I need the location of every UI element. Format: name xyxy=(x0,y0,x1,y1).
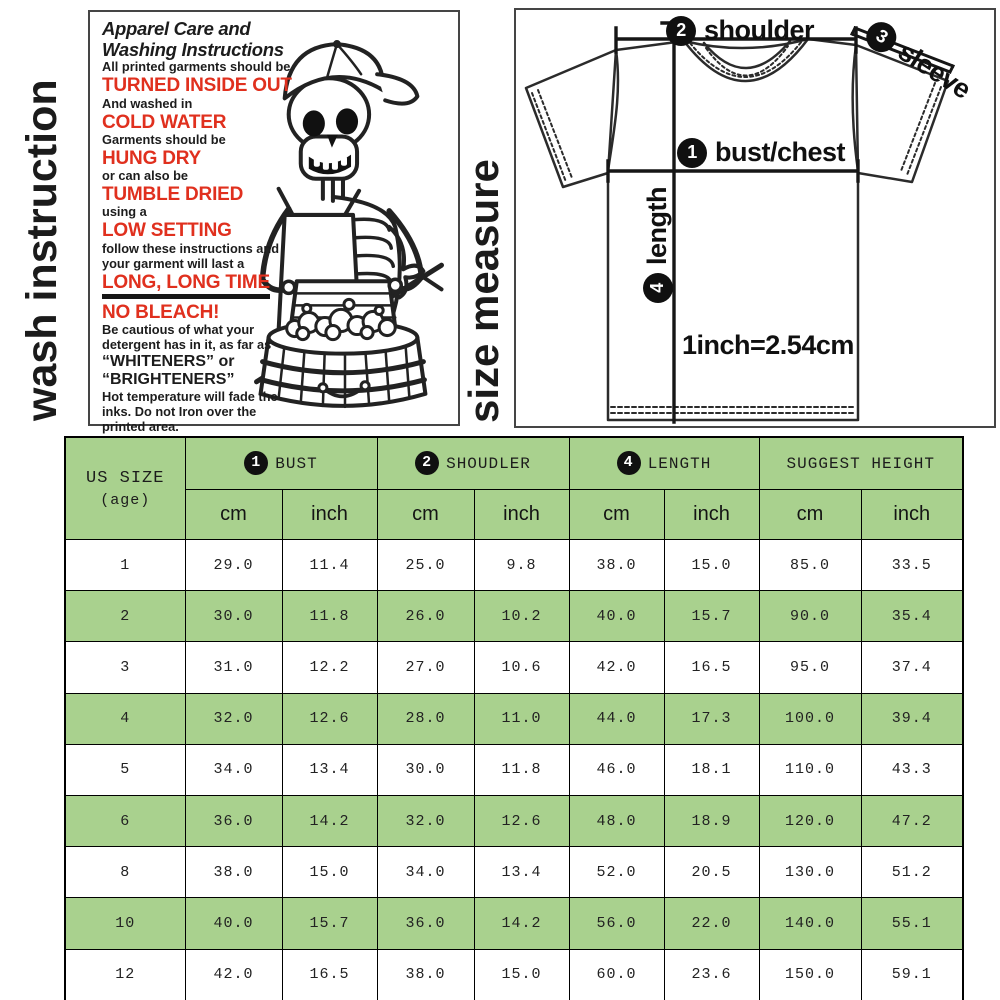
wash-line: Garments should be xyxy=(102,131,226,147)
length-number-badge: 4 xyxy=(643,273,673,303)
table-cell: 60.0 xyxy=(569,949,664,1000)
bust-label-text: bust/chest xyxy=(715,137,846,167)
table-cell: 9.8 xyxy=(474,540,569,591)
table-cell: 2 xyxy=(65,591,185,642)
unit-header: inch xyxy=(474,490,569,540)
table-cell: 11.0 xyxy=(474,693,569,744)
table-cell: 10.2 xyxy=(474,591,569,642)
wash-line: COLD WATER xyxy=(102,111,227,133)
shoulder-label-text: shoulder xyxy=(704,15,815,45)
size-table-body xyxy=(65,540,963,1000)
table-cell: 3 xyxy=(65,642,185,693)
table-cell: 110.0 xyxy=(759,744,861,795)
wash-line: TURNED INSIDE OUT xyxy=(102,75,292,97)
table-cell: 16.5 xyxy=(282,949,377,1000)
wash-text-lines xyxy=(102,60,334,434)
table-cell: 28.0 xyxy=(377,693,474,744)
bust-header-text: BUST xyxy=(275,454,318,473)
table-cell: 10.6 xyxy=(474,642,569,693)
wash-line: All printed garments should be xyxy=(102,59,291,75)
table-cell: 140.0 xyxy=(759,898,861,949)
table-cell: 48.0 xyxy=(569,795,664,846)
header-us-size-line2: (age) xyxy=(100,491,151,509)
inch-cm-conversion-label: 1inch=2.54cm xyxy=(682,330,854,360)
length-header-text: LENGTH xyxy=(647,454,712,473)
table-cell: 4 xyxy=(65,693,185,744)
wash-line: or can also be xyxy=(102,168,189,184)
length-label xyxy=(642,187,673,303)
table-cell: 13.4 xyxy=(282,744,377,795)
length-header-badge: 4 xyxy=(617,451,641,475)
table-row xyxy=(65,795,963,846)
bust-header-badge: 1 xyxy=(244,451,268,475)
wash-line: And washed in xyxy=(102,95,193,111)
table-cell: 1 xyxy=(65,540,185,591)
wash-line: inks. Do not Iron over the xyxy=(102,403,257,419)
shoulder-header-badge: 2 xyxy=(415,451,439,475)
table-cell: 38.0 xyxy=(569,540,664,591)
unit-header: inch xyxy=(282,490,377,540)
header-us-size xyxy=(65,437,185,540)
table-cell: 6 xyxy=(65,795,185,846)
table-cell: 59.1 xyxy=(861,949,963,1000)
table-cell: 47.2 xyxy=(861,795,963,846)
unit-header: cm xyxy=(377,490,474,540)
table-cell: 33.5 xyxy=(861,540,963,591)
table-cell: 130.0 xyxy=(759,847,861,898)
table-cell: 26.0 xyxy=(377,591,474,642)
unit-header: cm xyxy=(185,490,282,540)
table-cell: 34.0 xyxy=(377,847,474,898)
wash-text-block xyxy=(102,19,334,435)
wash-instruction-side-label: wash instruction xyxy=(18,79,66,421)
wash-line: using a xyxy=(102,204,147,220)
table-row xyxy=(65,540,963,591)
table-cell: 15.7 xyxy=(664,591,759,642)
table-row xyxy=(65,591,963,642)
table-cell: 15.0 xyxy=(282,847,377,898)
table-row xyxy=(65,642,963,693)
table-cell: 12 xyxy=(65,949,185,1000)
unit-header: cm xyxy=(759,490,861,540)
wash-line: LONG, LONG TIME xyxy=(102,272,270,299)
table-cell: 23.6 xyxy=(664,949,759,1000)
table-cell: 11.8 xyxy=(282,591,377,642)
table-cell: 15.0 xyxy=(474,949,569,1000)
wash-line: NO BLEACH! xyxy=(102,301,220,323)
table-cell: 100.0 xyxy=(759,693,861,744)
wash-title-line1: Apparel Care and xyxy=(102,18,251,39)
table-row xyxy=(65,693,963,744)
size-measure-side-label: size measure xyxy=(460,159,507,423)
table-cell: 38.0 xyxy=(377,949,474,1000)
table-cell: 15.7 xyxy=(282,898,377,949)
table-cell: 10 xyxy=(65,898,185,949)
bust-number-badge: 1 xyxy=(677,138,707,168)
shoulder-header-text: SHOUDLER xyxy=(446,454,531,473)
table-row xyxy=(65,898,963,949)
table-cell: 29.0 xyxy=(185,540,282,591)
table-cell: 15.0 xyxy=(664,540,759,591)
table-cell: 13.4 xyxy=(474,847,569,898)
table-cell: 12.6 xyxy=(282,693,377,744)
sleeve-label-text: sleeve xyxy=(892,36,977,105)
table-cell: 25.0 xyxy=(377,540,474,591)
suggest-height-header-text: SUGGEST HEIGHT xyxy=(786,454,935,473)
unit-header: inch xyxy=(664,490,759,540)
units-row xyxy=(65,490,963,540)
table-cell: 27.0 xyxy=(377,642,474,693)
wash-line: printed area. xyxy=(102,418,179,434)
table-cell: 85.0 xyxy=(759,540,861,591)
wash-title-line2: Washing Instructions xyxy=(102,38,284,60)
table-cell: 150.0 xyxy=(759,949,861,1000)
table-cell: 90.0 xyxy=(759,591,861,642)
table-cell: 14.2 xyxy=(474,898,569,949)
table-cell: 22.0 xyxy=(664,898,759,949)
table-cell: 36.0 xyxy=(377,898,474,949)
table-cell: 36.0 xyxy=(185,795,282,846)
wash-line: your garment will last a xyxy=(102,255,245,271)
wash-line: TUMBLE DRIED xyxy=(102,184,244,206)
table-cell: 16.5 xyxy=(664,642,759,693)
sleeve-number-badge: 3 xyxy=(861,16,902,57)
table-cell: 42.0 xyxy=(185,949,282,1000)
wash-line: “BRIGHTENERS” xyxy=(102,371,235,389)
table-cell: 39.4 xyxy=(861,693,963,744)
table-cell: 44.0 xyxy=(569,693,664,744)
table-cell: 40.0 xyxy=(569,591,664,642)
table-cell: 42.0 xyxy=(569,642,664,693)
length-label-text: length xyxy=(642,187,672,265)
wash-line: Hot temperature will fade the xyxy=(102,388,278,404)
table-cell: 35.4 xyxy=(861,591,963,642)
table-cell: 46.0 xyxy=(569,744,664,795)
table-cell: 55.1 xyxy=(861,898,963,949)
wash-line: Be cautious of what your xyxy=(102,322,255,338)
header-bust xyxy=(185,437,377,490)
table-cell: 31.0 xyxy=(185,642,282,693)
wash-line: detergent has in it, as far as xyxy=(102,337,272,353)
table-cell: 40.0 xyxy=(185,898,282,949)
table-cell: 95.0 xyxy=(759,642,861,693)
table-cell: 38.0 xyxy=(185,847,282,898)
table-cell: 11.4 xyxy=(282,540,377,591)
table-cell: 20.5 xyxy=(664,847,759,898)
table-cell: 11.8 xyxy=(474,744,569,795)
table-cell: 14.2 xyxy=(282,795,377,846)
header-length xyxy=(569,437,759,490)
table-cell: 56.0 xyxy=(569,898,664,949)
table-cell: 32.0 xyxy=(377,795,474,846)
table-cell: 18.9 xyxy=(664,795,759,846)
table-cell: 32.0 xyxy=(185,693,282,744)
wash-instructions-panel xyxy=(88,10,460,434)
table-cell: 30.0 xyxy=(377,744,474,795)
header-us-size-line1: US SIZE xyxy=(86,468,165,488)
shoulder-label xyxy=(666,15,814,46)
wash-line: follow these instructions and xyxy=(102,240,280,256)
table-row xyxy=(65,847,963,898)
wash-line: LOW SETTING xyxy=(102,220,232,242)
table-cell: 120.0 xyxy=(759,795,861,846)
unit-header: cm xyxy=(569,490,664,540)
table-cell: 30.0 xyxy=(185,591,282,642)
table-row xyxy=(65,949,963,1000)
size-table xyxy=(64,436,964,1000)
table-cell: 18.1 xyxy=(664,744,759,795)
table-cell: 43.3 xyxy=(861,744,963,795)
header-shoulder xyxy=(377,437,569,490)
bust-chest-label xyxy=(677,137,845,168)
table-row xyxy=(65,744,963,795)
table-cell: 8 xyxy=(65,847,185,898)
size-measure-panel xyxy=(514,8,996,428)
table-cell: 37.4 xyxy=(861,642,963,693)
table-cell: 12.2 xyxy=(282,642,377,693)
table-cell: 51.2 xyxy=(861,847,963,898)
table-cell: 52.0 xyxy=(569,847,664,898)
wash-line: HUNG DRY xyxy=(102,147,202,169)
table-cell: 34.0 xyxy=(185,744,282,795)
unit-header: inch xyxy=(861,490,963,540)
table-cell: 5 xyxy=(65,744,185,795)
table-cell: 17.3 xyxy=(664,693,759,744)
shoulder-number-badge: 2 xyxy=(666,16,696,46)
wash-line: “WHITENERS” or xyxy=(102,353,235,371)
header-suggest-height xyxy=(759,437,963,490)
table-cell: 12.6 xyxy=(474,795,569,846)
